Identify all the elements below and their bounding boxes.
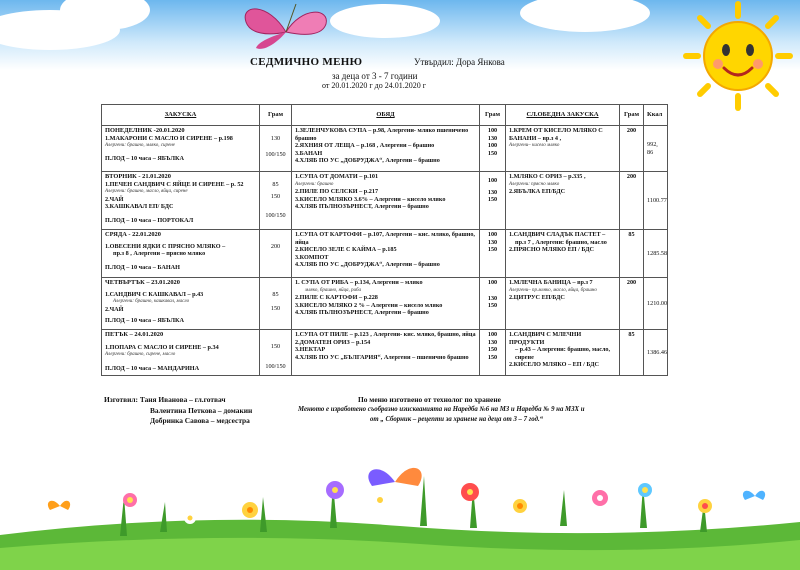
date-range: от 20.01.2020 г до 24.01.2020 г bbox=[322, 81, 427, 90]
grams-value: 100/150 bbox=[265, 212, 286, 220]
table-row bbox=[102, 172, 668, 230]
signature-warden: Валентина Петкова – домакин bbox=[150, 406, 253, 415]
breakfast-cell bbox=[102, 230, 260, 278]
menu-item: 1.МЛЯКО С ОРИЗ – р.335 , bbox=[509, 173, 586, 180]
table-row bbox=[102, 126, 668, 172]
technologist-note: По меню изготвено от технолог по хранене bbox=[358, 395, 501, 404]
menu-item: 2.ПРЯСНО МЛЯКО ЕП / БДС bbox=[509, 246, 594, 254]
sun-icon bbox=[676, 0, 800, 112]
menu-table bbox=[101, 104, 668, 376]
menu-item: 1.ОВЕСЕНИ ЯДКИ С ПРЯСНО МЛЯКО – bbox=[105, 242, 226, 250]
allergens: Алергени: прясно мляко bbox=[509, 181, 560, 187]
regulation-note: Менюто е изработено съобразно изискванията на Наредба №6 на МЗ и Наредба № 9 на МЗХ и bbox=[298, 406, 585, 413]
col-snack: СЛ.ОБЕДНА ЗАКУСКА bbox=[506, 105, 620, 126]
menu-item: 1.ПЕЧЕН САНДВИЧ С ЯЙЦЕ И СИРЕНЕ – р. 52 bbox=[105, 180, 244, 188]
grams-value: 100 bbox=[487, 231, 498, 238]
menu-item: 1.САНДВИЧ С МЛЕЧНИ ПРОДУКТИ bbox=[509, 331, 582, 346]
lunch-cell bbox=[292, 278, 480, 330]
grams-value: 200 bbox=[270, 243, 281, 250]
grams-cell: 85 bbox=[620, 230, 644, 278]
menu-item: 2.КИСЕЛО ЗЕЛЕ С КАЙМА – р.185 bbox=[295, 246, 397, 254]
cloud bbox=[330, 4, 440, 38]
grams-value: 150 bbox=[487, 246, 498, 254]
grams-cell bbox=[480, 330, 506, 376]
grams-cell bbox=[480, 126, 506, 172]
col-grams: Грам bbox=[260, 105, 292, 126]
menu-item: 4.ХЛЯБ ПО УС „ДОБРУДЖА“, Алергени – брашно bbox=[295, 261, 440, 269]
kcal-cell: 1100.77 bbox=[644, 172, 668, 230]
grams-value: 85 bbox=[272, 291, 279, 298]
kcal-cell: 1285.58 bbox=[644, 230, 668, 278]
grams-cell: 200 bbox=[620, 126, 644, 172]
kcal-cell: 1210.00 bbox=[644, 278, 668, 330]
menu-item: 2.ПИЛЕ ПО СЕЛСКИ – р.217 bbox=[295, 188, 379, 196]
col-kcal: Ккал bbox=[644, 105, 668, 126]
menu-item: 2.ЯБЪЛКА ЕП/БДС bbox=[509, 188, 566, 196]
grams-value: 150 bbox=[487, 149, 498, 157]
signature-nurse: Добринка Савова – медсестра bbox=[150, 416, 250, 425]
snack-cell bbox=[506, 278, 620, 330]
day-label: ПОНЕДЕЛНИК -20.01.2020 bbox=[105, 127, 185, 134]
allergens: Алергени: брашно, масло, яйца, сирене bbox=[105, 189, 188, 195]
menu-item: 4.ХЛЯБ ПО УС „БЪЛГАРИЯ“, Алергени – пшенично брашно bbox=[295, 353, 469, 361]
col-lunch: ОБЯД bbox=[292, 105, 480, 126]
flowers bbox=[123, 481, 712, 524]
snack-cell bbox=[506, 126, 620, 172]
grams-cell bbox=[260, 330, 292, 376]
grams-value: 100/150 bbox=[265, 362, 286, 370]
menu-item: 3.КИСЕЛО МЛЯКО 3.6% – Алергени – кисело мляко bbox=[295, 195, 446, 203]
col-breakfast: ЗАКУСКА bbox=[102, 105, 260, 126]
grams-value: 150 bbox=[487, 353, 498, 361]
menu-item: – р.43 – Алергени: брашно, масло, сирене bbox=[515, 346, 611, 361]
menu-item: 1.СУПА ОТ ПИЛЕ – р.123 , Алергени- кис. мляко, брашно, яйца bbox=[295, 331, 476, 338]
col-grams: Грам bbox=[480, 105, 506, 126]
approved-by: Утвърдил: Дора Янкова bbox=[414, 57, 505, 67]
menu-item: БАНАНИ – вр.з 4 , bbox=[509, 134, 562, 142]
grams-value: 130 bbox=[487, 294, 498, 302]
day-label: ВТОРНИК - 21.01.2020 bbox=[105, 173, 171, 180]
grams-cell bbox=[260, 172, 292, 230]
menu-item: пр.з 8 , Алергени – прясно мляко bbox=[113, 250, 206, 258]
grams-value: 130 bbox=[487, 188, 498, 196]
allergens: Алергени– кисело мляко bbox=[509, 143, 560, 149]
menu-item: 2.ДОМАТЕН ОРИЗ – р.154 bbox=[295, 338, 371, 346]
recipe-note: от „ Сборник – рецепти за хранене на деца от 3 – 7 год.“ bbox=[370, 416, 544, 423]
allergens: Алергени: брашно, кашкавал, масло bbox=[113, 299, 190, 305]
grams-value: 100/150 bbox=[265, 150, 286, 158]
grams-cell: 85 bbox=[620, 330, 644, 376]
menu-item: 2.КИСЕЛО МЛЯКО – ЕП / БДС bbox=[509, 361, 600, 369]
grams-cell bbox=[480, 278, 506, 330]
table-row bbox=[102, 278, 668, 330]
allergens: мляко, брашно, яйца, риба bbox=[305, 287, 362, 293]
fruit-item: П.ЛОД – 10 часа – ЯБЪЛКА bbox=[105, 317, 184, 325]
age-group: за деца от 3 - 7 години bbox=[332, 71, 418, 81]
menu-item: 3.БАНАН bbox=[295, 149, 323, 157]
menu-item: 1. СУПА ОТ РИБА – р.134, Алергени – мляко bbox=[295, 279, 423, 286]
grams-value: 100 bbox=[487, 279, 498, 286]
menu-item: 1.МАКАРОНИ С МАСЛО И СИРЕНЕ – р.198 bbox=[105, 134, 233, 142]
flower-meadow bbox=[0, 440, 800, 570]
grams-cell: 200 bbox=[620, 172, 644, 230]
signature-cook: Изготвил: Таня Иванова – гл.готвач bbox=[104, 395, 226, 404]
table-header-row bbox=[102, 105, 668, 126]
menu-item: 4.ХЛЯБ ПО УС „ДОБРУДЖА“, Алергени – брашно bbox=[295, 157, 440, 165]
menu-item: 1.СУПА ОТ ДОМАТИ – р.101 bbox=[295, 173, 379, 180]
menu-item: 1.ЗЕЛЕНЧУКОВА СУПА – р.98, Алергени- мляко пшеничено брашно bbox=[295, 127, 469, 142]
menu-item: 1.САНДВИЧ СЛАДЪК ПАСТЕТ – bbox=[509, 231, 606, 238]
grams-cell bbox=[260, 230, 292, 278]
butterfly-icon bbox=[238, 2, 334, 54]
menu-item: 1.МЛЕЧНА БАНИЦА – вр.з 7 bbox=[509, 279, 593, 286]
grams-value: 100 bbox=[487, 127, 498, 134]
day-label: ЧЕТВЪРТЪК – 23.01.2020 bbox=[105, 279, 180, 286]
grams-value: 130 bbox=[487, 338, 498, 346]
breakfast-cell bbox=[102, 330, 260, 376]
lunch-cell bbox=[292, 172, 480, 230]
grams-value: 130 bbox=[487, 134, 498, 142]
grams-value: 150 bbox=[270, 304, 281, 312]
menu-item: 2.ЦИТРУС ЕП/БДС bbox=[509, 294, 565, 302]
table-row bbox=[102, 230, 668, 278]
fruit-item: П.ЛОД – 10 часа – ПОРТОКАЛ bbox=[105, 216, 194, 224]
fruit-item: П.ЛОД – 10 часа – МАНДАРИНА bbox=[105, 364, 200, 372]
grams-cell bbox=[260, 126, 292, 172]
breakfast-cell bbox=[102, 126, 260, 172]
menu-item: 3.КОМПОТ bbox=[295, 253, 329, 261]
grams-value: 150 bbox=[487, 346, 498, 354]
fruit-item: П.ЛОД – 10 часа – БАНАН bbox=[105, 263, 180, 271]
day-label: СРЯДА - 22.01.2020 bbox=[105, 231, 161, 238]
grams-value: 85 bbox=[272, 181, 279, 188]
menu-item: 4.ХЛЯБ ПЪЛНОЗЪРНЕСТ, Алергени – брашно bbox=[295, 203, 429, 211]
menu-item: 2.ПИЛЕ С КАРТОФИ – р.228 bbox=[295, 294, 378, 302]
menu-item: 2.ЯХНИЯ ОТ ЛЕЩА – р.168 , Алергени – брашно bbox=[295, 142, 435, 150]
grams-value: 150 bbox=[270, 343, 281, 350]
menu-item: 2.ЧАЙ bbox=[105, 305, 124, 313]
grams-cell: 200 bbox=[620, 278, 644, 330]
snack-cell bbox=[506, 230, 620, 278]
allergens: Алергени: брашно bbox=[295, 181, 334, 187]
menu-item: пр.з 7 , Алергени: брашно, масло bbox=[515, 238, 607, 246]
menu-item: 1.ПОПАРА С МАСЛО И СИРЕНЕ – р.34 bbox=[105, 343, 219, 351]
grams-value: 100 bbox=[487, 177, 498, 184]
allergens: Алергени: брашно, мляко, сирене bbox=[105, 143, 175, 149]
menu-item: 3.КАШКАВАЛ ЕП/ БДС bbox=[105, 203, 174, 211]
grams-cell bbox=[480, 230, 506, 278]
day-label: ПЕТЪК – 24.01.2020 bbox=[105, 331, 164, 338]
menu-item: 3.НЕКТАР bbox=[295, 346, 326, 354]
lunch-cell bbox=[292, 126, 480, 172]
menu-item: 1.СУПА ОТ КАРТОФИ – р.107, Алергени – кис. мляко, брашно, яйца bbox=[295, 231, 475, 246]
menu-item: 1.КРЕМ ОТ КИСЕЛО МЛЯКО С bbox=[509, 127, 603, 134]
grams-cell bbox=[480, 172, 506, 230]
grams-value: 130 bbox=[487, 238, 498, 246]
grams-value: 100 bbox=[487, 142, 498, 150]
kcal-cell: 992, 86 bbox=[644, 126, 668, 172]
lunch-cell bbox=[292, 330, 480, 376]
snack-cell bbox=[506, 330, 620, 376]
menu-item: 1.САНДВИЧ С КАШКАВАЛ – р.43 bbox=[105, 290, 204, 298]
grams-value: 150 bbox=[270, 192, 281, 200]
table-row bbox=[102, 330, 668, 376]
grams-value: 100 bbox=[487, 331, 498, 338]
fruit-item: П.ЛОД – 10 часа – ЯБЪЛКА bbox=[105, 154, 184, 162]
menu-item: 3.КИСЕЛО МЛЯКО 2 % – Алергени – кисело мляко bbox=[295, 301, 443, 309]
lunch-cell bbox=[292, 230, 480, 278]
cloud bbox=[520, 0, 650, 32]
allergens: Алергени: брашно, сирене, масло bbox=[105, 352, 176, 358]
menu-item: 4.ХЛЯБ ПЪЛНОЗЪРНЕСТ, Алергени – брашно bbox=[295, 309, 429, 317]
breakfast-cell bbox=[102, 278, 260, 330]
grams-value: 150 bbox=[487, 302, 498, 310]
kcal-cell: 1386.46 bbox=[644, 330, 668, 376]
col-grams: Грам bbox=[620, 105, 644, 126]
grams-value: 150 bbox=[487, 196, 498, 204]
menu-item: 2.ЧАЙ bbox=[105, 195, 124, 203]
grams-value: 130 bbox=[270, 135, 281, 142]
allergens: Алергени– пр.мляко, масло, яйца, брашно bbox=[509, 287, 597, 293]
grams-cell bbox=[260, 278, 292, 330]
breakfast-cell bbox=[102, 172, 260, 230]
butterfly-small bbox=[48, 468, 765, 510]
page-title: СЕДМИЧНО МЕНЮ bbox=[250, 56, 363, 68]
snack-cell bbox=[506, 172, 620, 230]
